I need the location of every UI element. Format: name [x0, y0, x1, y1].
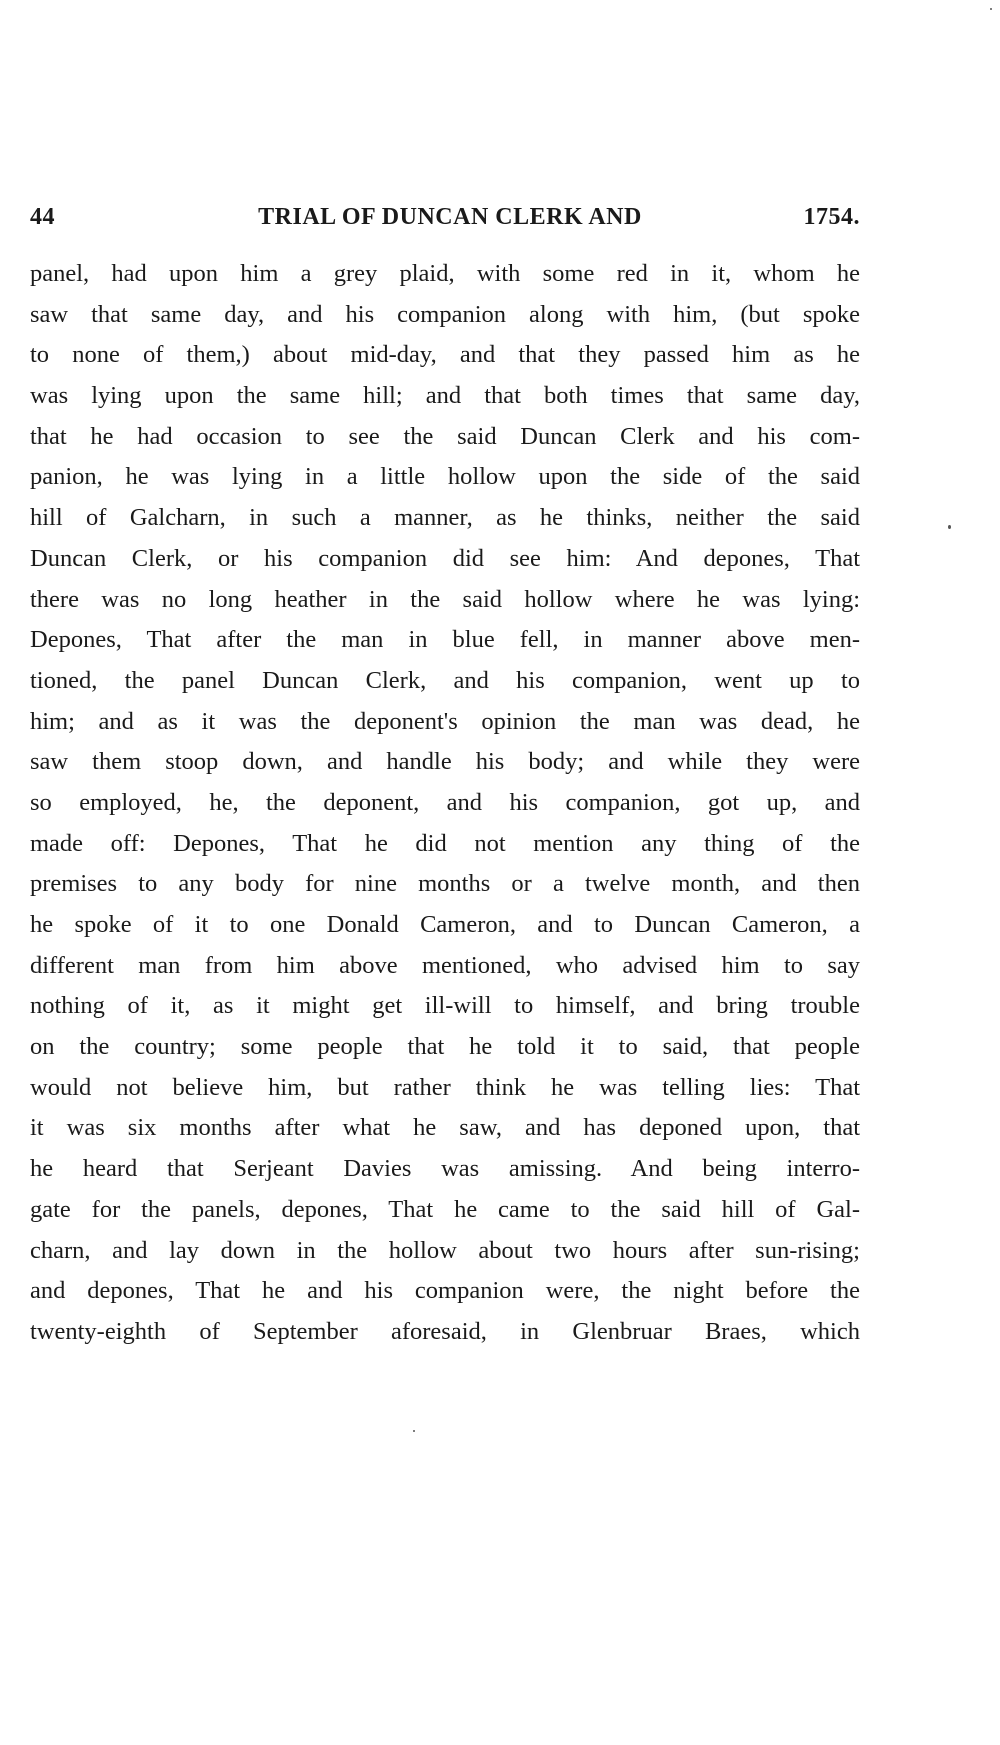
text-line: and depones, That he and his companion were, the night before the [30, 1277, 860, 1305]
text-line: different man from him above mentioned, who advised him to say [30, 951, 860, 979]
scan-speck [948, 525, 951, 529]
running-title: TRIAL OF DUNCAN CLERK AND [258, 204, 642, 230]
text-line: that he had occasion to see the said Duncan Clerk and his com- [30, 422, 860, 450]
text-line: panion, he was lying in a little hollow upon the side of the said [30, 463, 860, 491]
text-line: so employed, he, the deponent, and his companion, got up, and [30, 788, 860, 816]
text-line: him; and as it was the deponent's opinion the man was dead, he [30, 707, 860, 735]
scan-speck [990, 8, 992, 10]
text-line: would not believe him, but rather think he was telling lies: That [30, 1073, 860, 1101]
text-line: Duncan Clerk, or his companion did see him: And depones, That [30, 544, 860, 572]
text-line: it was six months after what he saw, and has deponed upon, that [30, 1114, 860, 1142]
text-line: he spoke of it to one Donald Cameron, and to Duncan Cameron, a [30, 911, 860, 938]
text-line: saw that same day, and his companion along with him, (but spoke [30, 300, 860, 328]
text-line: made off: Depones, That he did not mention any thing of the [30, 829, 860, 857]
body-text [30, 254, 860, 1353]
text-line: was lying upon the same hill; and that both times that same day, [30, 382, 860, 410]
text-line: tioned, the panel Duncan Clerk, and his companion, went up to [30, 666, 860, 694]
text-line: nothing of it, as it might get ill-will to himself, and bring trouble [30, 992, 860, 1020]
text-line: Depones, That after the man in blue fell, in manner above men- [30, 626, 860, 654]
text-line: there was no long heather in the said hollow where he was lying: [30, 585, 860, 613]
text-line: premises to any body for nine months or a twelve month, and then [30, 870, 860, 898]
text-line: to none of them,) about mid-day, and that they passed him as he [30, 341, 860, 369]
page-number: 44 [30, 204, 55, 230]
text-line: panel, had upon him a grey plaid, with some red in it, whom he [30, 260, 860, 287]
text-line: on the country; some people that he told it to said, that people [30, 1033, 860, 1061]
text-line: saw them stoop down, and handle his body; and while they were [30, 748, 860, 776]
running-header [30, 204, 860, 234]
header-year: 1754. [803, 204, 860, 230]
text-line: twenty-eighth of September aforesaid, in Glenbruar Braes, which [30, 1317, 860, 1345]
text-line: gate for the panels, depones, That he came to the said hill of Gal- [30, 1195, 860, 1223]
text-line: he heard that Serjeant Davies was amissing. And being interro- [30, 1155, 860, 1183]
text-line: hill of Galcharn, in such a manner, as he thinks, neither the said [30, 504, 860, 532]
scan-speck [413, 1430, 415, 1432]
text-line: charn, and lay down in the hollow about two hours after sun-rising; [30, 1236, 860, 1264]
